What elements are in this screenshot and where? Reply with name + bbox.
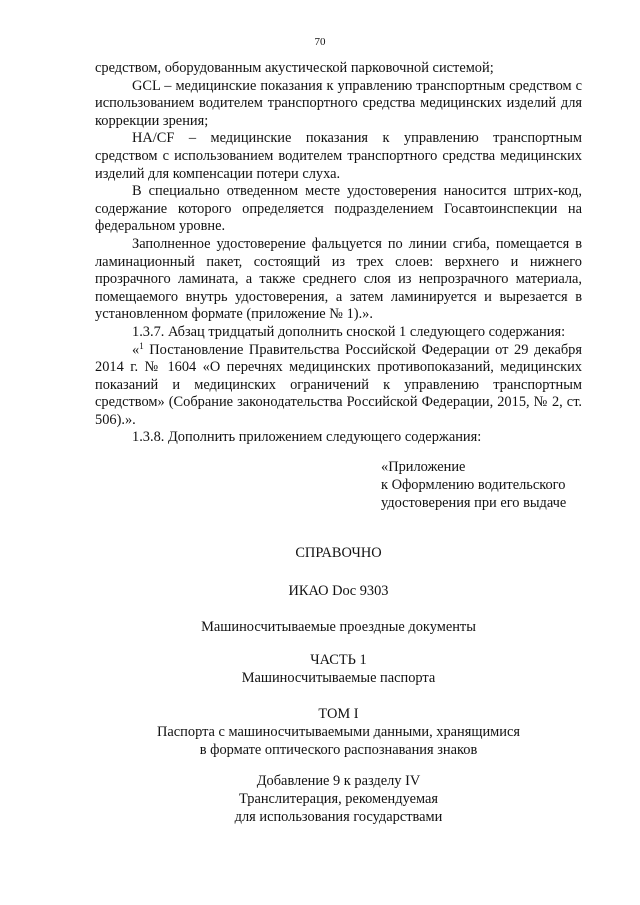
addendum-title-line-1: Транслитерация, рекомендуемая	[239, 791, 438, 807]
doc-title-text: Машиносчитываемые проездные документы	[201, 619, 476, 635]
part-text: ЧАСТЬ 1	[310, 652, 367, 668]
icao-doc-heading	[95, 582, 582, 600]
paragraph-barcode: В специально отведенном месте удостоверения наносится штрих-код, содержание которого определяется подразделением Госавтоинспекции на федеральном уровне.	[95, 183, 582, 235]
spravochno-text: СПРАВОЧНО	[295, 545, 382, 561]
icao-doc-text: ИКАО Doc 9303	[288, 583, 389, 599]
paragraph-1-3-7: 1.3.7. Абзац тридцатый дополнить сноской 1 следующего содержания:	[132, 323, 566, 340]
volume-heading	[95, 705, 582, 759]
paragraph-1-3-8: 1.3.8. Дополнить приложением следующего содержания:	[132, 429, 482, 446]
body-text	[95, 60, 582, 447]
addendum-heading	[95, 772, 582, 826]
page-number: 70	[314, 36, 326, 48]
appendix-reference	[381, 459, 591, 512]
appendix-ref-line-1: «Приложение	[381, 459, 466, 475]
paragraph-lamination: Заполненное удостоверение фальцуется по линии сгиба, помещается в ламинационный пакет, состоящий из трех слоев: верхнего и нижнего прозрачного ламината, а также среднего слоя из непрозрачного материала, помещаемого внутрь удостоверения, а затем ламинируется и вырезается в установленном формате (приложение № 1).».	[95, 235, 582, 323]
doc-title-heading	[95, 618, 582, 636]
volume-title-line-1: Паспорта с машиносчитываемыми данными, хранящимися	[157, 724, 520, 740]
volume-title-line-2: в формате оптического распознавания знаков	[199, 742, 478, 758]
part-title-text: Машиносчитываемые паспорта	[241, 670, 436, 686]
footnote-body: Постановление Правительства Российской Федерации от 29 декабря 2014 г. № 1604 «О перечнях медицинских противопоказаний, медицинских показаний и медицинских ограничений к управлению транспортным средством» (Собрание законодательства Российской Федерации, 2015, № 2, ст. 506).».	[95, 341, 582, 428]
footnote-marker: 1	[139, 340, 144, 351]
paragraph-gcl: GCL – медицинские показания к управлению транспортным средством с использованием водителем транспортного средства медицинских изделий для коррекции зрения;	[95, 77, 582, 129]
footnote-open-quote: «	[132, 341, 140, 358]
volume-text: ТОМ I	[318, 706, 359, 722]
paragraph-parking-system: средством, оборудованным акустической парковочной системой;	[95, 60, 494, 76]
spravochno-heading	[95, 544, 582, 562]
paragraph-ha-cf: HA/CF – медицинские показания к управлению транспортным средством с использованием водителем транспортного средства медицинских изделий для компенсации потери слуха.	[95, 130, 582, 182]
appendix-ref-line-2: к Оформлению водительского	[381, 476, 566, 493]
addendum-title-line-2: для использования государствами	[234, 809, 443, 825]
footnote-text	[95, 342, 582, 430]
addendum-text: Добавление 9 к разделу IV	[256, 773, 421, 789]
part-heading	[95, 651, 582, 687]
appendix-ref-line-3: удостоверения при его выдаче	[381, 494, 567, 511]
